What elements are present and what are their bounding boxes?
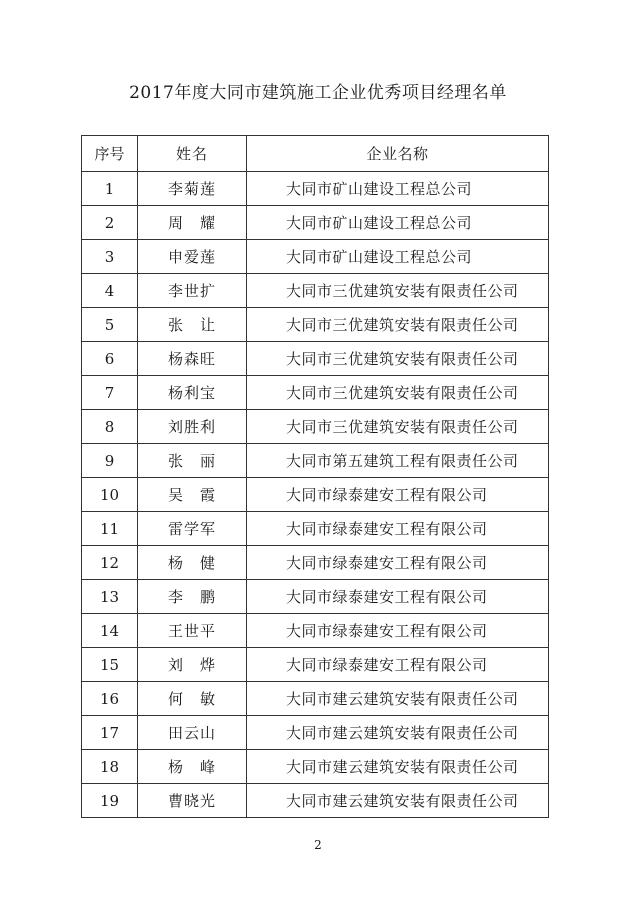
row-index-cell: 5 xyxy=(82,308,138,342)
row-index-cell: 8 xyxy=(82,410,138,444)
row-company-cell: 大同市绿泰建安工程有限公司 xyxy=(247,580,549,614)
row-index-cell: 4 xyxy=(82,274,138,308)
row-index-cell: 3 xyxy=(82,240,138,274)
row-name-cell: 王世平 xyxy=(138,614,247,648)
table-row xyxy=(82,784,549,818)
header-name: 姓名 xyxy=(138,136,247,172)
table-row xyxy=(82,274,549,308)
row-index-cell: 7 xyxy=(82,376,138,410)
row-index-cell: 2 xyxy=(82,206,138,240)
row-company-cell: 大同市三优建筑安装有限责任公司 xyxy=(247,342,549,376)
row-index-cell: 1 xyxy=(82,172,138,206)
row-company-cell: 大同市绿泰建安工程有限公司 xyxy=(247,478,549,512)
row-name-cell: 雷学军 xyxy=(138,512,247,546)
table-row xyxy=(82,716,549,750)
table-row xyxy=(82,376,549,410)
row-index-cell: 13 xyxy=(82,580,138,614)
table-row xyxy=(82,478,549,512)
row-name-cell: 申爱莲 xyxy=(138,240,247,274)
table-row xyxy=(82,750,549,784)
table-row xyxy=(82,614,549,648)
row-name-cell: 曹晓光 xyxy=(138,784,247,818)
row-name-cell: 杨 峰 xyxy=(138,750,247,784)
row-company-cell: 大同市建云建筑安装有限责任公司 xyxy=(247,784,549,818)
table-row xyxy=(82,580,549,614)
row-company-cell: 大同市绿泰建安工程有限公司 xyxy=(247,512,549,546)
table-row xyxy=(82,410,549,444)
row-index-cell: 19 xyxy=(82,784,138,818)
manager-list-table xyxy=(81,135,549,818)
header-index: 序号 xyxy=(82,136,138,172)
row-index-cell: 16 xyxy=(82,682,138,716)
row-name-cell: 张 让 xyxy=(138,308,247,342)
row-index-cell: 6 xyxy=(82,342,138,376)
table-header-row xyxy=(82,136,549,172)
table-row xyxy=(82,206,549,240)
row-name-cell: 刘胜利 xyxy=(138,410,247,444)
table-row xyxy=(82,512,549,546)
row-name-cell: 杨 健 xyxy=(138,546,247,580)
row-name-cell: 何 敏 xyxy=(138,682,247,716)
row-company-cell: 大同市绿泰建安工程有限公司 xyxy=(247,648,549,682)
row-index-cell: 11 xyxy=(82,512,138,546)
row-name-cell: 杨利宝 xyxy=(138,376,247,410)
row-name-cell: 杨森旺 xyxy=(138,342,247,376)
row-company-cell: 大同市矿山建设工程总公司 xyxy=(247,206,549,240)
row-name-cell: 李菊莲 xyxy=(138,172,247,206)
header-company: 企业名称 xyxy=(247,136,549,172)
row-name-cell: 张 丽 xyxy=(138,444,247,478)
row-name-cell: 吴 霞 xyxy=(138,478,247,512)
row-index-cell: 12 xyxy=(82,546,138,580)
row-company-cell: 大同市建云建筑安装有限责任公司 xyxy=(247,682,549,716)
row-name-cell: 周 耀 xyxy=(138,206,247,240)
table-row xyxy=(82,546,549,580)
row-company-cell: 大同市绿泰建安工程有限公司 xyxy=(247,614,549,648)
row-company-cell: 大同市建云建筑安装有限责任公司 xyxy=(247,750,549,784)
row-company-cell: 大同市三优建筑安装有限责任公司 xyxy=(247,274,549,308)
row-index-cell: 17 xyxy=(82,716,138,750)
row-name-cell: 李 鹏 xyxy=(138,580,247,614)
row-index-cell: 15 xyxy=(82,648,138,682)
page-title: 2017年度大同市建筑施工企业优秀项目经理名单 xyxy=(129,83,507,103)
row-company-cell: 大同市三优建筑安装有限责任公司 xyxy=(247,308,549,342)
row-name-cell: 刘 烨 xyxy=(138,648,247,682)
table-row xyxy=(82,172,549,206)
table-row xyxy=(82,342,549,376)
page-number: 2 xyxy=(314,838,322,852)
row-company-cell: 大同市矿山建设工程总公司 xyxy=(247,240,549,274)
row-name-cell: 李世扩 xyxy=(138,274,247,308)
table-row xyxy=(82,648,549,682)
row-index-cell: 18 xyxy=(82,750,138,784)
row-index-cell: 10 xyxy=(82,478,138,512)
row-company-cell: 大同市绿泰建安工程有限公司 xyxy=(247,546,549,580)
row-company-cell: 大同市三优建筑安装有限责任公司 xyxy=(247,410,549,444)
row-name-cell: 田云山 xyxy=(138,716,247,750)
row-company-cell: 大同市三优建筑安装有限责任公司 xyxy=(247,376,549,410)
row-index-cell: 14 xyxy=(82,614,138,648)
table-row xyxy=(82,308,549,342)
row-company-cell: 大同市第五建筑工程有限责任公司 xyxy=(247,444,549,478)
row-index-cell: 9 xyxy=(82,444,138,478)
table-row xyxy=(82,240,549,274)
row-company-cell: 大同市建云建筑安装有限责任公司 xyxy=(247,716,549,750)
row-company-cell: 大同市矿山建设工程总公司 xyxy=(247,172,549,206)
table-row xyxy=(82,682,549,716)
table-row xyxy=(82,444,549,478)
